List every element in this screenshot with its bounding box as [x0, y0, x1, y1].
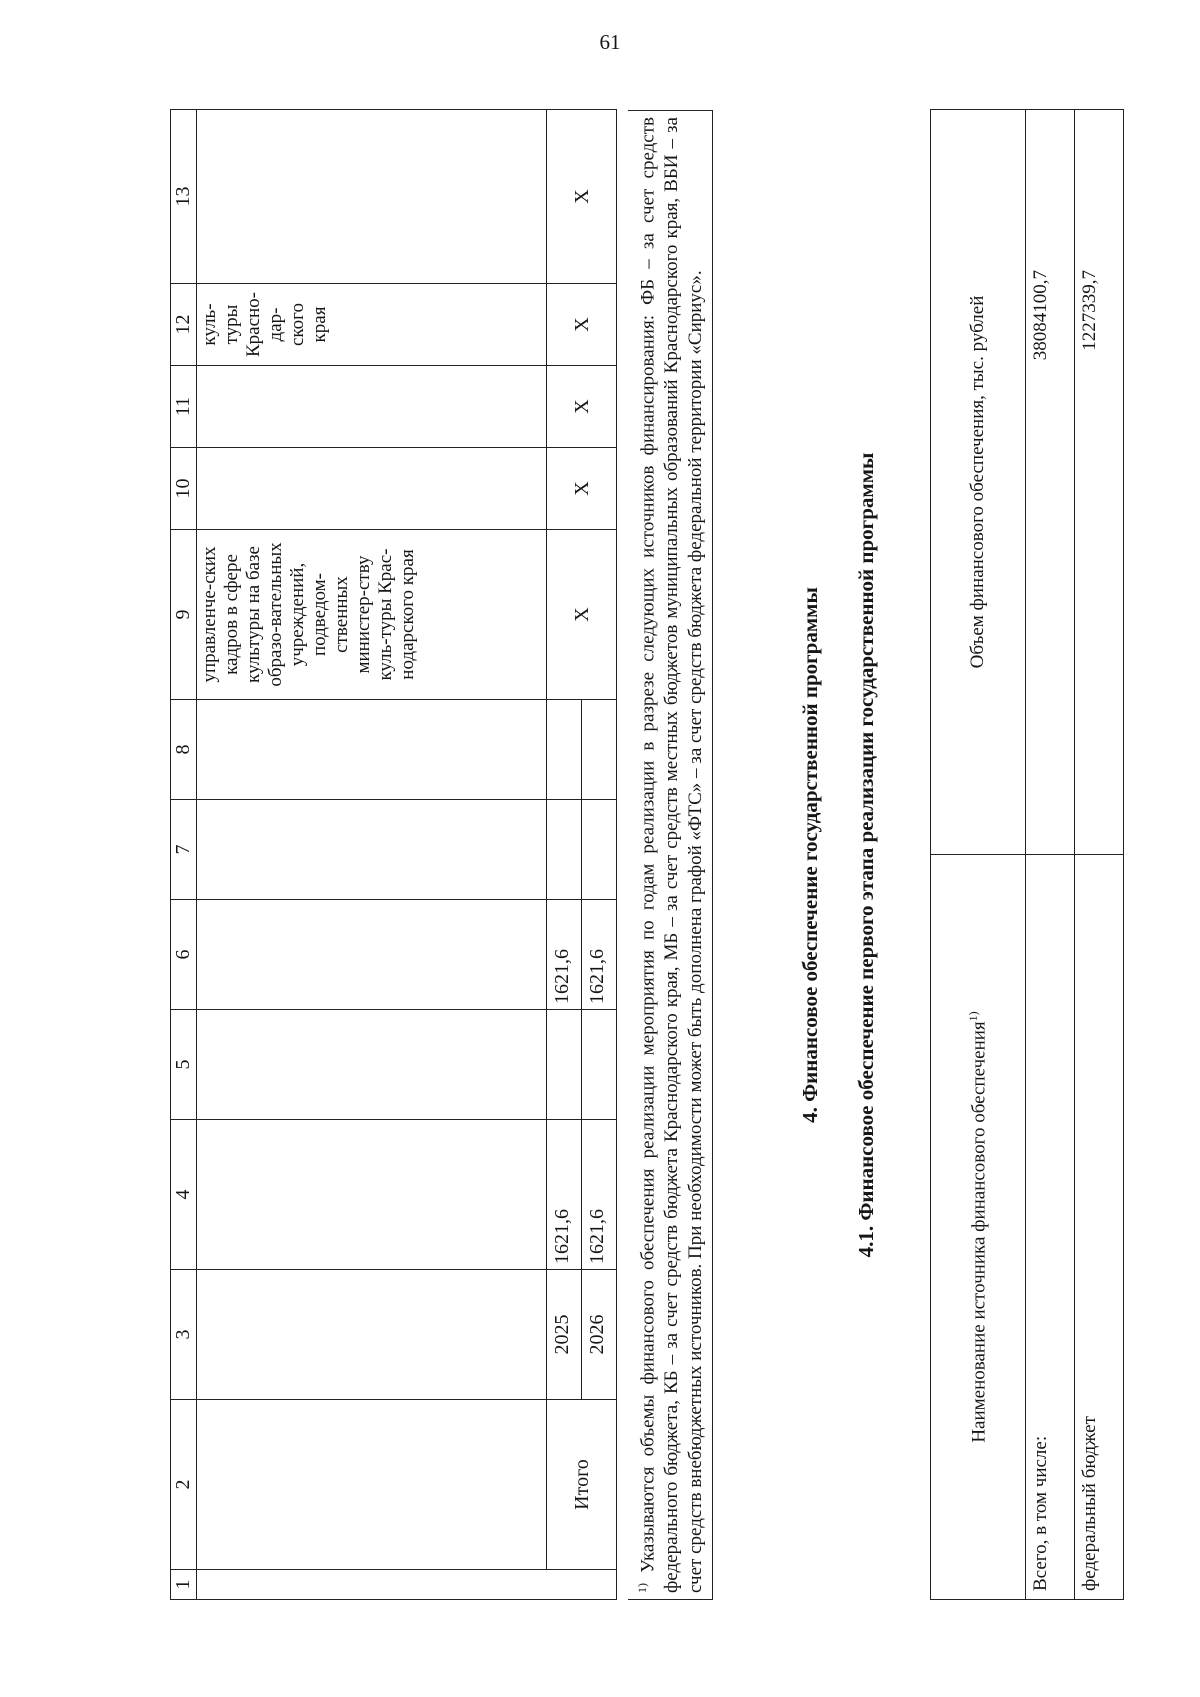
source-name: Всего, в том числе: — [1026, 855, 1075, 1600]
column-numbers-row — [171, 110, 197, 1600]
finance-header-row — [931, 110, 1026, 1600]
measures-table — [170, 109, 617, 1600]
ministry-description: куль-туры Красно-дар-ского края — [197, 284, 547, 366]
amount-cell: 1621,6 — [547, 1120, 582, 1270]
footnote-marker: 1) — [635, 1583, 649, 1593]
source-value: 1227339,7 — [1075, 110, 1124, 855]
cell-empty — [197, 1010, 547, 1120]
source-value: 38084100,7 — [1026, 110, 1075, 855]
cell-empty — [197, 800, 547, 900]
cell-empty — [197, 1270, 547, 1400]
col-number: 10 — [171, 448, 197, 530]
section-4-1-heading: 4.1. Финансовое обеспечение первого этапа реализации государственной программы — [854, 452, 878, 1258]
amount-cell: 1621,6 — [582, 1120, 617, 1270]
col-number: 12 — [171, 284, 197, 366]
cell-empty — [582, 800, 617, 900]
header-source — [931, 855, 1026, 1600]
page-number: 61 — [599, 30, 621, 54]
col-number: 9 — [171, 530, 197, 700]
cell-empty — [582, 700, 617, 800]
col-number: 3 — [171, 1270, 197, 1400]
x-mark: Х — [547, 530, 617, 700]
cell-empty — [197, 110, 547, 284]
col-number: 5 — [171, 1010, 197, 1120]
measure-content-row — [197, 110, 547, 1600]
finance-row-federal — [1075, 110, 1124, 1600]
cell-empty — [582, 1010, 617, 1120]
col-number: 13 — [171, 110, 197, 284]
x-mark: Х — [547, 110, 617, 284]
year-cell: 2025 — [547, 1270, 582, 1400]
header-source-marker: 1) — [965, 1011, 980, 1022]
cell-empty — [197, 900, 547, 1010]
year-row-2025 — [547, 110, 582, 1600]
year-cell: 2026 — [582, 1270, 617, 1400]
col-number: 2 — [171, 1400, 197, 1570]
section-4-heading: 4. Финансовое обеспечение государственной программы — [798, 587, 822, 1123]
col-number: 8 — [171, 700, 197, 800]
cell-empty — [197, 448, 547, 530]
cell-empty — [197, 366, 547, 448]
cell-empty — [197, 1400, 547, 1570]
cell-empty — [547, 700, 582, 800]
table-footnote — [628, 110, 713, 1600]
finance-row-total — [1026, 110, 1075, 1600]
cell-empty — [197, 700, 547, 800]
footnote-text: Указываются объемы финансового обеспечения реализации мероприятия по годам реализации в разрезе следующих источников финансирования: ФБ – за счет средств федерального бюджета, КБ – за счет средств бюджета Краснодарского края, МБ – за счет средств местных бюджетов муниципальных образований Краснодарского края, ВБИ – за счет средств внебюджетных источников. При необходимости может быть дополнена графой «ФТС» – за счет средств бюджета федеральной территории «Сириус». — [637, 116, 707, 1593]
cell-empty — [197, 1570, 617, 1600]
col-number: 6 — [171, 900, 197, 1010]
cell-empty — [197, 1120, 547, 1270]
col-number: 7 — [171, 800, 197, 900]
amount-cell: 1621,6 — [547, 900, 582, 1010]
col-number: 11 — [171, 366, 197, 448]
x-mark: Х — [547, 366, 617, 448]
cell-empty — [547, 800, 582, 900]
finance-table — [930, 109, 1124, 1600]
header-volume: Объем финансового обеспечения, тыс. рублей — [931, 110, 1026, 855]
col-number: 1 — [171, 1570, 197, 1600]
header-source-text: Наименование источника финансового обеспечения — [968, 1021, 990, 1443]
x-mark: Х — [547, 284, 617, 366]
total-label: Итого — [547, 1400, 617, 1570]
executor-description: управленче-ских кадров в сфере культуры на базе образо-вательных учреждений, подведом-ственных министер-ству куль-туры Крас-нодарского края — [197, 530, 547, 700]
amount-cell: 1621,6 — [582, 900, 617, 1010]
source-name: федеральный бюджет — [1075, 855, 1124, 1600]
cell-empty — [547, 1010, 582, 1120]
col-number: 4 — [171, 1120, 197, 1270]
x-mark: Х — [547, 448, 617, 530]
rotated-page-content — [170, 110, 1170, 1600]
